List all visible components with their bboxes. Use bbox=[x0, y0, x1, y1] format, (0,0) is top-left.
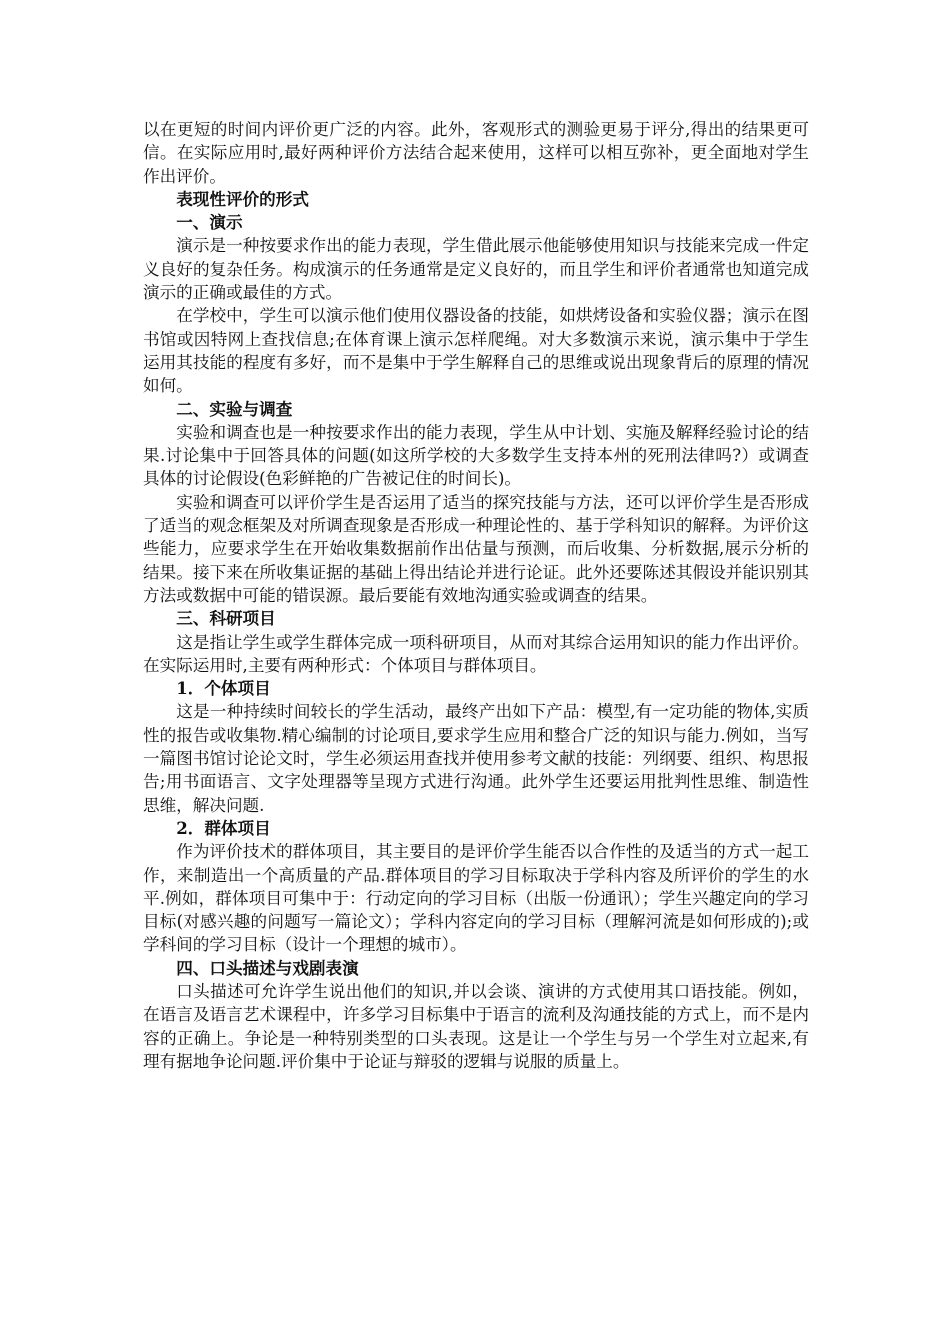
document-page bbox=[143, 118, 809, 1073]
section-heading: 二、实验与调查 bbox=[176, 398, 293, 419]
paragraph: 作为评价技术的群体项目，其主要目的是评价学生能否以合作性的及适当的方式一起工作，来制造出一个高质量的产品.群体项目的学习目标取决于学科内容及所评价的学生的水平.例如，群体项目可集中于：行动定向的学习目标（出版一份通讯）；学生兴趣定向的学习目标(对感兴趣的问题写一篇论文）；学科内容定向的学习目标（理解河流是如何形成的);或学科间的学习目标（设计一个理想的城市）。 bbox=[143, 842, 809, 955]
section-heading: 三、科研项目 bbox=[176, 608, 276, 629]
paragraph: 这是指让学生或学生群体完成一项科研项目，从而对其综合运用知识的能力作出评价。在实际运用时,主要有两种形式：个体项目与群体项目。 bbox=[143, 632, 809, 675]
paragraph: 在学校中，学生可以演示他们使用仪器设备的技能，如烘烤设备和实验仪器；演示在图书馆或因特网上查找信息;在体育课上演示怎样爬绳。对大多数演示来说，演示集中于学生运用其技能的程度有多好，而不是集中于学生解释自己的思维或说出现象背后的原理的情况如何。 bbox=[143, 306, 809, 396]
paragraph: 这是一种持续时间较长的学生活动，最终产出如下产品：模型,有一定功能的物体,实质性的报告或收集物.精心编制的讨论项目,要求学生应用和整合广泛的知识与能力.例如，当写一篇图书馆讨论论文时，学生必须运用查找并使用参考文献的技能：列纲要、组织、构思报告;用书面语言、文字处理器等呈现方式进行沟通。此外学生还要运用批判性思维、制造性思维，解决问题. bbox=[143, 702, 809, 815]
section-heading: 一、演示 bbox=[176, 212, 243, 233]
paragraph: 口头描述可允许学生说出他们的知识,并以会谈、演讲的方式使用其口语技能。例如，在语言及语言艺术课程中，许多学习目标集中于语言的流利及沟通技能的方式上，而不是内容的正确上。争论是一种特别类型的口头表现。这是让一个学生与另一个学生对立起来,有理有据地争论问题.评价集中于论证与辩驳的逻辑与说服的质量上。 bbox=[143, 981, 809, 1071]
subsection-heading: 1．个体项目 bbox=[176, 678, 271, 699]
paragraph: 实验和调查也是一种按要求作出的能力表现，学生从中计划、实施及解释经验讨论的结果.讨论集中于回答具体的问题(如这所学校的大多数学生支持本州的死刑法律吗?）或调查具体的讨论假设(色彩鲜艳的广告被记住的时间长)。 bbox=[143, 422, 809, 489]
section-heading: 表现性评价的形式 bbox=[176, 188, 309, 209]
section-heading: 四、口头描述与戏剧表演 bbox=[176, 957, 359, 978]
subsection-heading: 2．群体项目 bbox=[176, 817, 271, 838]
paragraph: 以在更短的时间内评价更广泛的内容。此外，客观形式的测验更易于评分,得出的结果更可信。在实际应用时,最好两种评价方法结合起来使用，这样可以相互弥补，更全面地对学生作出评价。 bbox=[143, 120, 809, 186]
paragraph: 实验和调查可以评价学生是否运用了适当的探究技能与方法，还可以评价学生是否形成了适当的观念框架及对所调查现象是否形成一种理论性的、基于学科知识的解释。为评价这些能力，应要求学生在开始收集数据前作出估量与预测，而后收集、分析数据,展示分析的结果。接下来在所收集证据的基础上得出结论并进行论证。此外还要陈述其假设并能识别其方法或数据中可能的错误源。最后要能有效地沟通实验或调查的结果。 bbox=[143, 492, 809, 605]
paragraph: 演示是一种按要求作出的能力表现，学生借此展示他能够使用知识与技能来完成一件定义良好的复杂任务。构成演示的任务通常是定义良好的，而且学生和评价者通常也知道完成演示的正确或最佳的方式。 bbox=[143, 236, 809, 303]
